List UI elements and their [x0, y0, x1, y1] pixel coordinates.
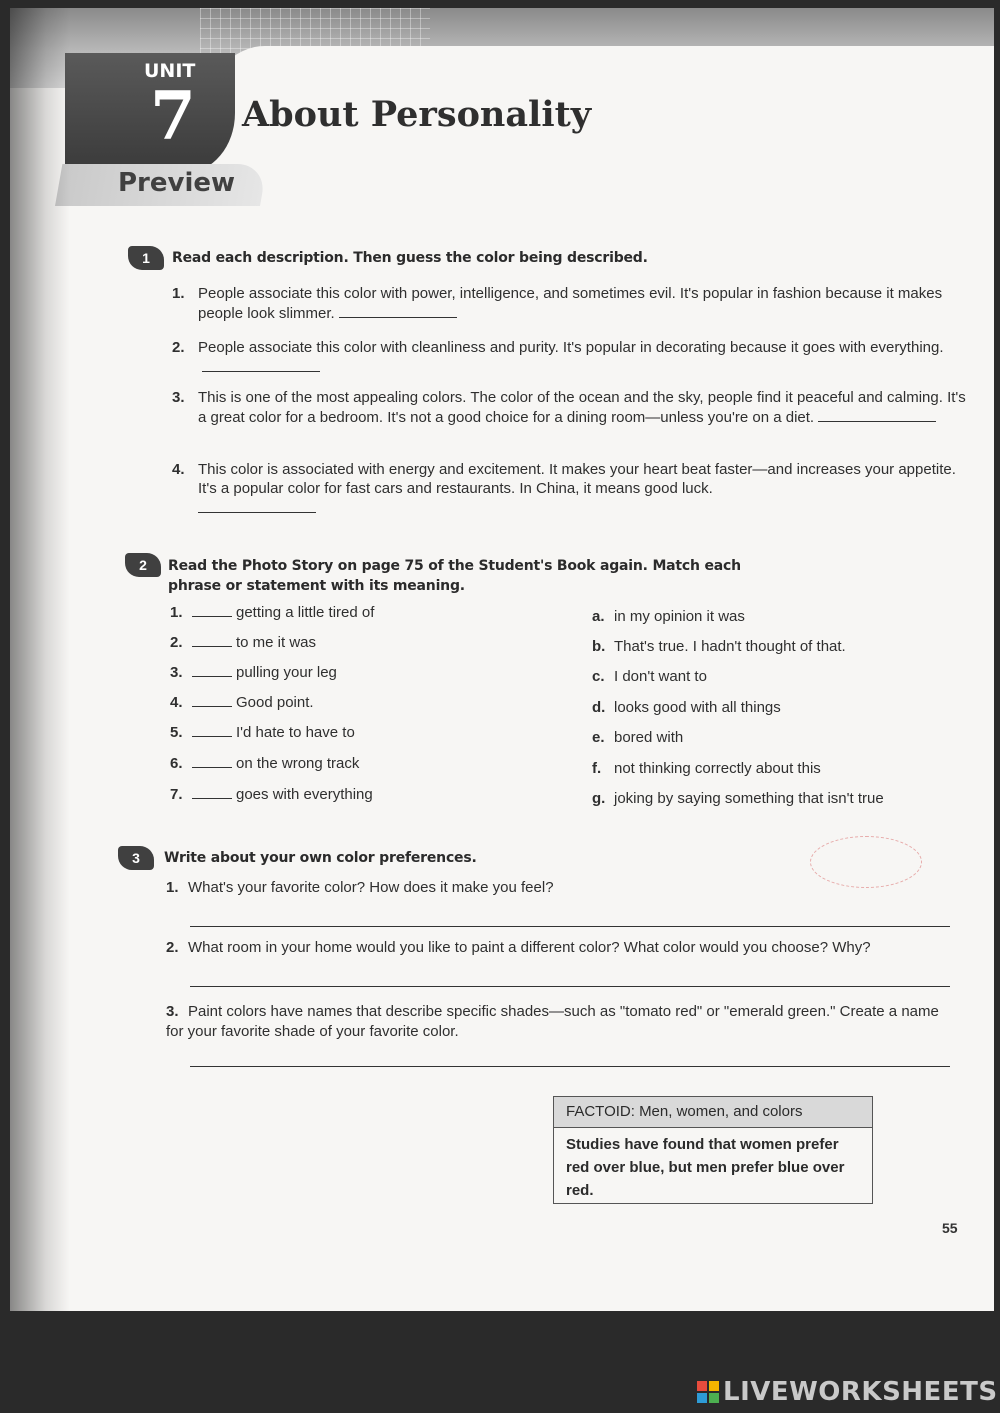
worksheet-page — [10, 8, 994, 1311]
meaning-letter: b. — [592, 638, 606, 655]
meaning-letter: f. — [592, 760, 602, 777]
logo-square — [697, 1393, 707, 1403]
exercise-2-instruction — [168, 556, 741, 596]
question-text: Paint colors have names that describe specific shades—such as "tomato red" or "emerald green." Create a name for your favorite shade of your favorite color. — [166, 1003, 939, 1040]
meaning-text: joking by saying something that isn't true — [614, 790, 884, 807]
meaning-letter: c. — [592, 668, 605, 685]
liveworksheets-watermark — [697, 1377, 998, 1407]
meaning-text: bored with — [614, 729, 684, 746]
factoid-body: Studies have found that women prefer red over blue, but men prefer blue over red. — [566, 1136, 845, 1199]
question-text: What room in your home would you like to paint a different color? What color would you choose? Why? — [188, 939, 871, 956]
answer-blank[interactable] — [198, 498, 316, 513]
match-meaning — [592, 727, 683, 749]
phrase-text: goes with everything — [236, 786, 373, 803]
logo-square — [709, 1393, 719, 1403]
exercise-3-question — [166, 1002, 946, 1042]
exercise-1-item — [172, 460, 968, 518]
unit-label: UNIT — [144, 60, 196, 82]
logo-square — [709, 1381, 719, 1391]
watermark-text: LIVEWORKSHEETS — [723, 1377, 998, 1407]
match-meaning — [592, 636, 846, 658]
match-phrase — [170, 784, 373, 806]
phrase-text: getting a little tired of — [236, 604, 375, 621]
question-number: 1. — [166, 879, 179, 896]
unit-number: 7 — [150, 77, 196, 155]
page-title: About Personality — [242, 94, 592, 135]
meaning-text: That's true. I hadn't thought of that. — [614, 638, 846, 655]
logo-square — [697, 1381, 707, 1391]
meaning-text: not thinking correctly about this — [614, 760, 821, 777]
page-number: 55 — [942, 1220, 958, 1236]
match-phrase — [170, 662, 337, 684]
exercise-3-badge: 3 — [118, 846, 154, 870]
match-meaning — [592, 697, 781, 719]
section-label: Preview — [118, 168, 236, 198]
match-phrase — [170, 602, 374, 624]
match-blank[interactable] — [192, 722, 232, 737]
answer-blank[interactable] — [202, 357, 320, 372]
answer-line[interactable] — [190, 1066, 950, 1067]
exercise-1-item — [172, 388, 968, 427]
exercise-1-badge: 1 — [128, 246, 164, 270]
question-number: 2. — [166, 939, 179, 956]
match-blank[interactable] — [192, 662, 232, 677]
exercise-1-instruction: Read each description. Then guess the color being described. — [172, 250, 648, 266]
match-blank[interactable] — [192, 602, 232, 617]
liveworksheets-logo-icon — [697, 1381, 719, 1403]
phrase-number: 4. — [170, 694, 183, 711]
item-number: 4. — [172, 461, 185, 478]
item-number: 2. — [172, 339, 185, 356]
meaning-text: looks good with all things — [614, 699, 781, 716]
exercise-1-item — [172, 284, 968, 323]
match-phrase — [170, 692, 314, 714]
item-text: People associate this color with cleanliness and purity. It's popular in decorating because it goes with everything. — [198, 339, 944, 356]
match-blank[interactable] — [192, 784, 232, 799]
meaning-letter: d. — [592, 699, 606, 716]
match-meaning — [592, 606, 745, 628]
answer-line[interactable] — [190, 926, 950, 927]
match-meaning — [592, 758, 821, 780]
question-text: What's your favorite color? How does it make you feel? — [188, 879, 554, 896]
phrase-number: 1. — [170, 604, 183, 621]
meaning-letter: e. — [592, 729, 605, 746]
phrase-text: Good point. — [236, 694, 314, 711]
factoid-box — [553, 1096, 873, 1204]
answer-blank[interactable] — [818, 407, 936, 422]
meaning-text: I don't want to — [614, 668, 707, 685]
phrase-text: to me it was — [236, 634, 317, 651]
exercise-2-badge: 2 — [125, 553, 161, 577]
exercise-1-item — [172, 338, 968, 377]
exercise-3-instruction: Write about your own color preferences. — [164, 850, 477, 866]
match-phrase — [170, 722, 355, 744]
match-blank[interactable] — [192, 692, 232, 707]
instruction-line: Read the Photo Story on page 75 of the Student's Book again. Match each — [168, 558, 741, 574]
meaning-letter: g. — [592, 790, 606, 807]
item-number: 1. — [172, 285, 185, 302]
meaning-letter: a. — [592, 608, 605, 625]
answer-line[interactable] — [190, 986, 950, 987]
phrase-text: on the wrong track — [236, 755, 360, 772]
exercise-3-question — [166, 878, 936, 898]
instruction-line: phrase or statement with its meaning. — [168, 578, 465, 594]
phrase-number: 7. — [170, 786, 183, 803]
match-blank[interactable] — [192, 753, 232, 768]
match-meaning — [592, 788, 884, 810]
match-phrase — [170, 632, 316, 654]
phrase-number: 5. — [170, 724, 183, 741]
answer-blank[interactable] — [339, 303, 457, 318]
phrase-text: pulling your leg — [236, 664, 337, 681]
item-text: This color is associated with energy and excitement. It makes your heart beat faster—and increases your appetite. It's a popular color for fast cars and restaurants. In China, it means good luck. — [198, 461, 956, 497]
meaning-text: in my opinion it was — [614, 608, 745, 625]
question-number: 3. — [166, 1003, 179, 1020]
exercise-3-question — [166, 938, 936, 958]
phrase-number: 3. — [170, 664, 183, 681]
item-text: People associate this color with power, intelligence, and sometimes evil. It's popular in fashion because it makes people look slimmer. — [198, 285, 943, 322]
factoid-title: FACTOID: Men, women, and colors — [554, 1097, 872, 1128]
phrase-number: 6. — [170, 755, 183, 772]
match-blank[interactable] — [192, 632, 232, 647]
phrase-number: 2. — [170, 634, 183, 651]
match-meaning — [592, 666, 707, 688]
phrase-text: I'd hate to have to — [236, 724, 355, 741]
item-number: 3. — [172, 389, 185, 406]
match-phrase — [170, 753, 359, 775]
item-text: This is one of the most appealing colors. The color of the ocean and the sky, people find it peaceful and calming. It's a great color for a bedroom. It's not a good choice for a dining room—unless you're on a diet. — [198, 389, 966, 426]
